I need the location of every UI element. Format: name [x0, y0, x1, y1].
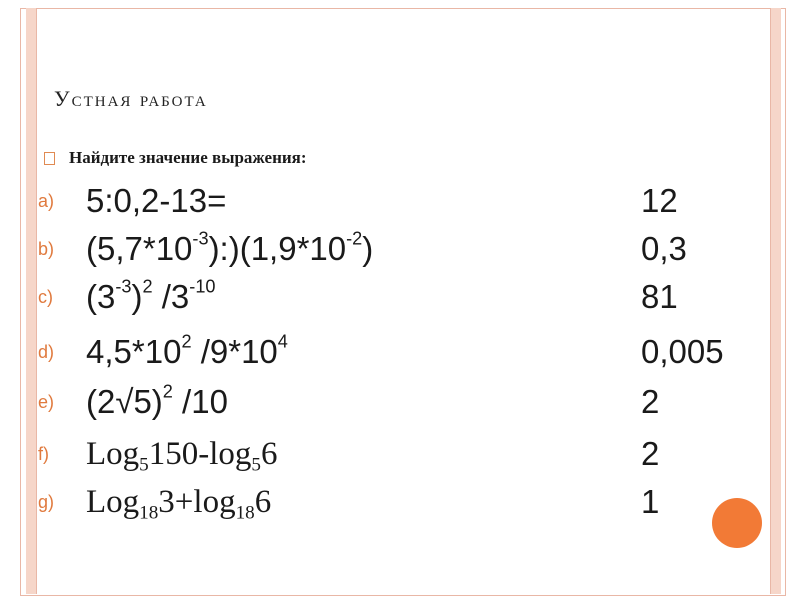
expression: $(2√5)^2$ /10 — [86, 381, 228, 420]
expression: $Log_{18}3+\log_{18}6$ — [86, 483, 272, 524]
frame-stripe-right — [770, 8, 781, 594]
list-item-c — [38, 273, 758, 321]
item-marker: b) — [38, 238, 55, 259]
frame-top-line — [20, 8, 786, 9]
slide-title: Устная работа — [54, 86, 208, 111]
list-item-a — [38, 177, 758, 225]
list-item-g — [38, 478, 758, 526]
square-bullet-icon — [44, 152, 55, 165]
item-marker: c) — [38, 286, 53, 307]
list-item-b — [38, 225, 758, 273]
expression: $4,5*10^2$ $/9*10^4$ — [86, 331, 288, 370]
answer: 81 — [641, 278, 678, 315]
item-marker: g) — [38, 491, 55, 512]
list-item-e — [38, 378, 758, 426]
expression: $Log_5150-\log_56$ — [86, 435, 278, 476]
expression: $(3^{-3})^2$ $/3^{-10}$ — [86, 276, 216, 315]
answer: 0,005 — [641, 333, 724, 370]
item-marker: d) — [38, 341, 55, 362]
expression: 5:0,2-13= — [86, 182, 227, 219]
answer: 0,3 — [641, 230, 687, 267]
answer: 2 — [641, 383, 660, 420]
list-item-f — [38, 430, 758, 478]
list-item-d — [38, 328, 758, 376]
prompt-text: Найдите значение выражения: — [69, 148, 307, 167]
prompt-row — [44, 148, 307, 168]
item-marker: e) — [38, 391, 55, 412]
frame-stripe-left — [26, 8, 37, 594]
item-marker: f) — [38, 443, 49, 464]
decorative-circle — [712, 498, 762, 548]
answer: 1 — [641, 483, 660, 520]
answer: 2 — [641, 435, 660, 472]
expression: $(5,7*10^{-3}):)(1,9*10^{-2})$ — [86, 228, 374, 267]
item-marker: a) — [38, 190, 55, 211]
answer: 12 — [641, 182, 678, 219]
